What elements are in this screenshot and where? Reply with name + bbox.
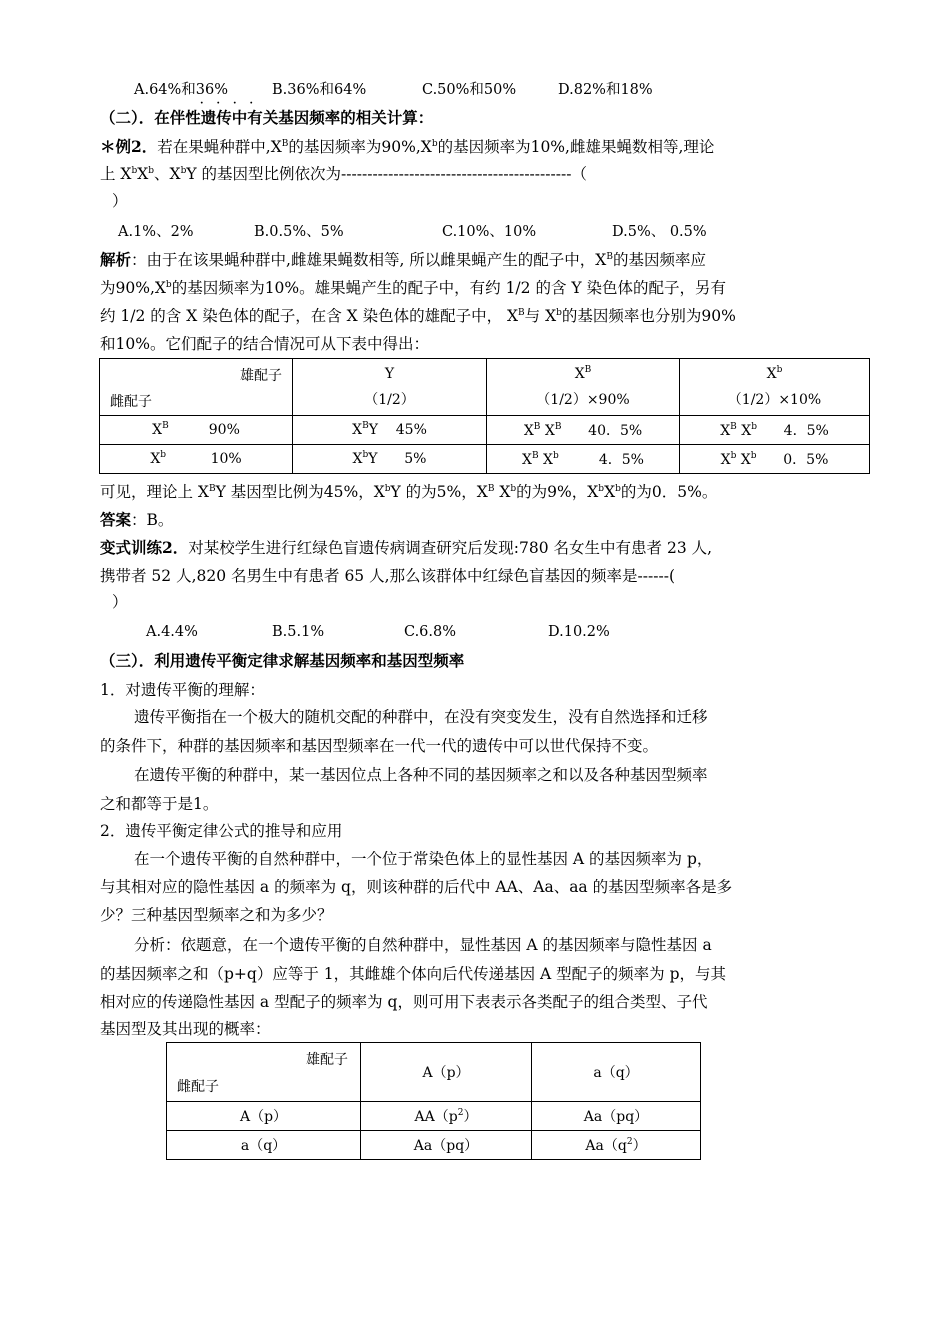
para2-line2: 之和都等于是1。	[100, 795, 219, 813]
example2-line1: ＊例2．若在果蝇种群中$,X^B$的基因频率为$90\%,X^b$的基因频率为10%,雌雄果蝇数相等,理论	[100, 137, 715, 156]
analysis-line4: 和10%。它们配子的结合情况可从下表中得出：	[100, 335, 429, 353]
table2-cell-aa-pq2: Aa（pq）	[361, 1131, 532, 1160]
section3-item1: 1．对遗传平衡的理解：	[100, 681, 265, 699]
ex2-option-a: A.1%、2%	[118, 224, 194, 240]
table2-row-a-dominant: A（p）	[167, 1102, 361, 1131]
para4-line1: 分析：依题意，在一个遗传平衡的自然种群中，显性基因 A 的基因频率与隐性基因 a	[134, 936, 712, 954]
table2-cell-aa: $AA(p^2)$	[361, 1102, 532, 1131]
table2-cell-aa-pq1: Aa（pq）	[532, 1102, 701, 1131]
variant2-line3: ）	[112, 593, 128, 611]
table1-cell-xbxb-4: $X^b$ $X^b$ 0．5%	[680, 445, 870, 474]
para3-line1: 在一个遗传平衡的自然种群中，一个位于常染色体上的显性基因 A 的基因频率为 p，	[134, 850, 713, 868]
table2-col-a-recessive: a（q）	[532, 1043, 701, 1102]
variant2-option-d: D.10.2%	[548, 624, 610, 640]
answer-line: 答案：B。	[100, 510, 174, 529]
variant2-option-c: C.6.8%	[404, 624, 457, 640]
para4-line2: 的基因频率之和（p+q）应等于 1，其雌雄个体向后代传递基因 A 型配子的频率为 p，与其	[100, 965, 727, 983]
para4-line3: 相对应的传递隐性基因 a 型配子的频率为 q，则可用下表表示各类配子的组合类型、子代	[100, 993, 708, 1011]
q1-option-b: B.36%和64%	[272, 82, 367, 98]
table1-cell-xbxb-2: $X^B$ $X^b$ 4．5%	[680, 416, 870, 445]
emphasis-dots: ····	[200, 98, 266, 109]
conclusion-line: 可见，理论上 $X^BY$ 基因型比例为45%，$X^bY$ 的为5%，$X^B$ $X^b$的为9%，$X^bX^b$的为0．5%。	[100, 483, 718, 501]
table2-cell-aa-q2: $Aa(q^2)$	[532, 1131, 701, 1160]
table1-row-xb-upper: $X^B$ 90%	[100, 416, 293, 445]
table2-header-diag: 雄配子 雌配子	[167, 1043, 361, 1102]
gamete-table-2	[166, 1042, 701, 1160]
section3-item2: 2．遗传平衡定律公式的推导和应用	[100, 822, 343, 840]
table1-row-xb-lower: $X^b$ 10%	[100, 445, 293, 474]
variant2-option-a: A.4.4%	[146, 624, 198, 640]
q1-option-c: C.50%和50%	[422, 82, 517, 98]
table1-col-y: Y （1/2）	[293, 359, 487, 416]
variant2-line1: 变式训练2．对某校学生进行红绿色盲遗传病调查研究后发现:780 名女生中有患者 23 人,	[100, 538, 713, 557]
example2-line2: 上 $X^bX^b$、$X^bY$ 的基因型比例依次为--------------------------------------------（	[100, 165, 587, 183]
variant2-line2: 携带者 52 人,820 名男生中有患者 65 人,那么该群体中红绿色盲基因的频率是------(	[100, 567, 675, 585]
ex2-option-b: B.0.5%、5%	[254, 224, 344, 240]
example2-line3: ）	[112, 192, 128, 210]
para3-line3: 少？三种基因型频率之和为多少？	[100, 906, 333, 924]
table1-cell-xby: $X^BY$ 45%	[293, 416, 487, 445]
para4-line4: 基因型及其出现的概率：	[100, 1020, 271, 1038]
table1-cell-xbxb-1: $X^B$ $X^B$ 40．5%	[487, 416, 680, 445]
q1-option-d: D.82%和18%	[558, 82, 653, 98]
analysis-line2: 为$90\%,X^b$的基因频率为10%。雄果蝇产生的配子中，有约 1/2 的含 Y 染色体的配子，另有	[100, 279, 727, 297]
table1-cell-xbxb-3: $X^B$ $X^b$ 4．5%	[487, 445, 680, 474]
table1-col-xb-lower: $X^b$ （1/2）×10%	[680, 359, 870, 416]
analysis-line1: 解析：由于在该果蝇种群中,雌雄果蝇数相等, 所以雌果蝇产生的配子中，$X^B$的基因频率应	[100, 250, 706, 269]
ex2-option-d: D.5%、 0.5%	[612, 224, 707, 240]
section3-title: （三）．利用遗传平衡定律求解基因频率和基因型频率	[100, 651, 465, 670]
table2-row-a-recessive: a（q）	[167, 1131, 361, 1160]
gamete-table-1	[99, 358, 870, 474]
analysis-line3: 约 1/2 的含 X 染色体的配子，在含 X 染色体的雄配子中， $X^B$与 $X^b$的基因频率也分别为90%	[100, 307, 736, 325]
table1-cell-xby-lower: $X^bY$ 5%	[293, 445, 487, 474]
q1-option-a: A.64%和36%	[134, 82, 229, 98]
table1-col-xb-upper: $X^B$ （1/2）×90%	[487, 359, 680, 416]
table1-header-diag: 雄配子 雌配子	[100, 359, 293, 416]
table2-col-a-dominant: A（p）	[361, 1043, 532, 1102]
para2-line1: 在遗传平衡的种群中，某一基因位点上各种不同的基因频率之和以及各种基因型频率	[134, 766, 708, 784]
para1-line2: 的条件下，种群的基因频率和基因型频率在一代一代的遗传中可以世代保持不变。	[100, 737, 659, 755]
para1-line1: 遗传平衡指在一个极大的随机交配的种群中，在没有突变发生，没有自然选择和迁移	[134, 708, 708, 726]
para3-line2: 与其相对应的隐性基因 a 的频率为 q，则该种群的后代中 AA、Aa、aa 的基因型频率各是多	[100, 878, 733, 896]
section2-title: （二）．在伴性遗传中有关基因频率的相关计算：	[100, 108, 434, 127]
variant2-option-b: B.5.1%	[272, 624, 325, 640]
ex2-option-c: C.10%、10%	[442, 224, 537, 240]
